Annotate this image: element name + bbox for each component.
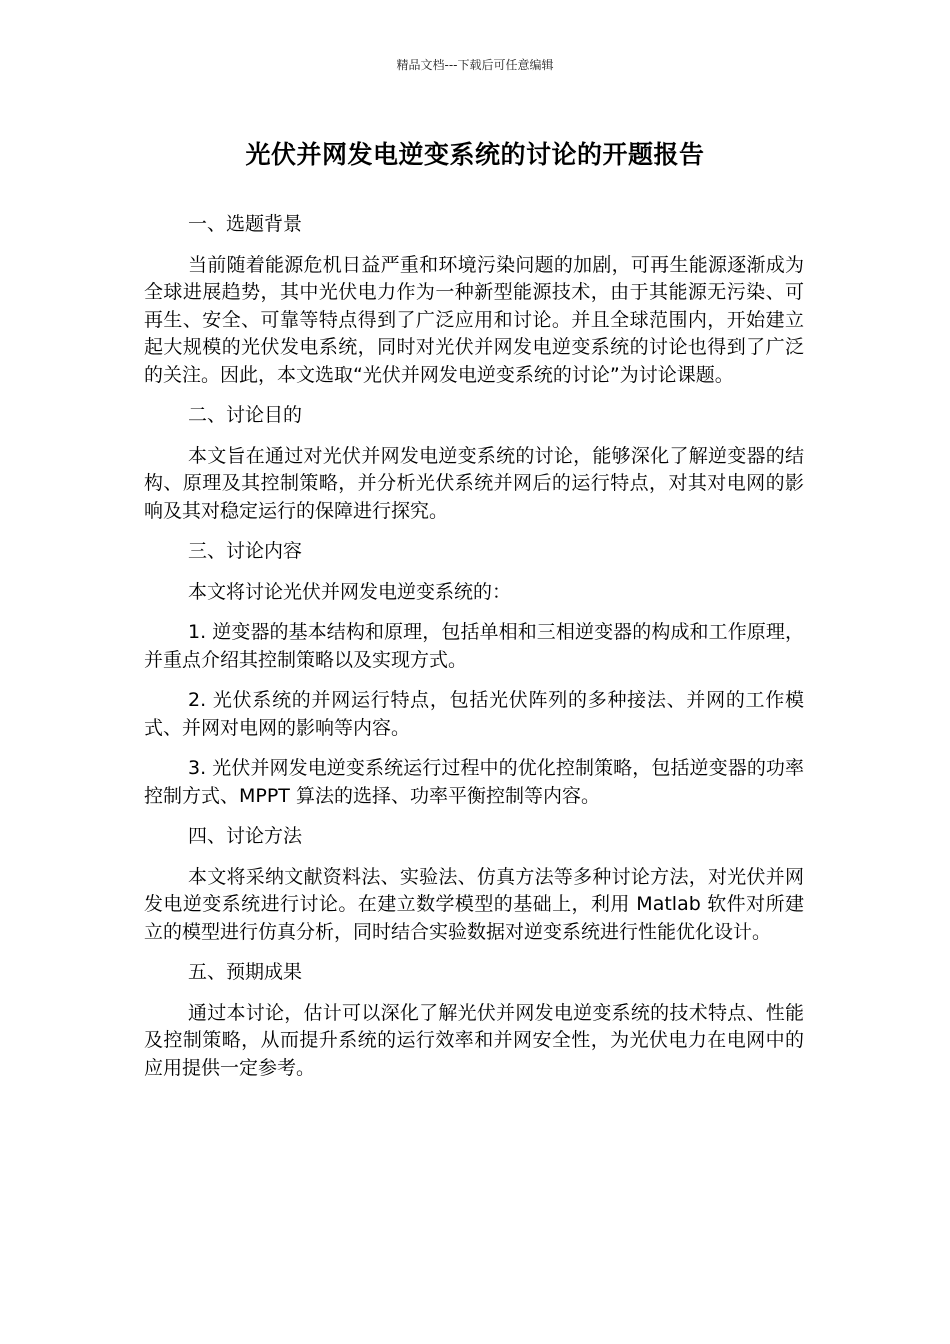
list-item-content-2: 2. 光伏系统的并网运行特点，包括光伏阵列的多种接法、并网的工作模式、并网对电网的影响等内容。	[144, 689, 804, 739]
section-heading-purpose: 二、讨论目的	[188, 404, 303, 426]
paragraph-results: 通过本讨论，估计可以深化了解光伏并网发电逆变系统的技术特点、性能及控制策略，从而提升系统的运行效率和并网安全性，为光伏电力在电网中的应用提供一定参考。	[144, 1001, 804, 1079]
section-heading-method: 四、讨论方法	[188, 825, 303, 847]
paragraph-purpose: 本文旨在通过对光伏并网发电逆变系统的讨论，能够深化了解逆变器的结构、原理及其控制策略，并分析光伏系统并网后的运行特点，对其对电网的影响及其对稳定运行的保障进行探究。	[144, 444, 804, 522]
list-item-content-3: 3. 光伏并网发电逆变系统运行过程中的优化控制策略，包括逆变器的功率控制方式、MPPT 算法的选择、功率平衡控制等内容。	[144, 757, 804, 807]
section-heading-results: 五、预期成果	[188, 961, 303, 983]
paragraph-method: 本文将采纳文献资料法、实验法、仿真方法等多种讨论方法，对光伏并网发电逆变系统进行讨论。在建立数学模型的基础上，利用 Matlab 软件对所建立的模型进行仿真分析，同时结合实验数据对逆变系统进行性能优化设计。	[144, 865, 804, 943]
paragraph-content-intro: 本文将讨论光伏并网发电逆变系统的：	[188, 580, 512, 603]
paragraph-background: 当前随着能源危机日益严重和环境污染问题的加剧，可再生能源逐渐成为全球进展趋势，其中光伏电力作为一种新型能源技术，由于其能源无污染、可再生、安全、可靠等特点得到了广泛应用和讨论。并且全球范围内，开始建立起大规模的光伏发电系统，同时对光伏并网发电逆变系统的讨论也得到了广泛的关注。因此，本文选取“光伏并网发电逆变系统的讨论”为讨论课题。	[144, 253, 804, 386]
document-body	[144, 211, 804, 1095]
page-header: 精品文档---下载后可任意编辑	[396, 58, 554, 72]
document-title: 光伏并网发电逆变系统的讨论的开题报告	[245, 140, 705, 169]
section-heading-content: 三、讨论内容	[188, 540, 303, 562]
list-item-content-1: 1. 逆变器的基本结构和原理，包括单相和三相逆变器的构成和工作原理，并重点介绍其控制策略以及实现方式。	[144, 621, 804, 671]
section-heading-background: 一、选题背景	[188, 213, 303, 235]
